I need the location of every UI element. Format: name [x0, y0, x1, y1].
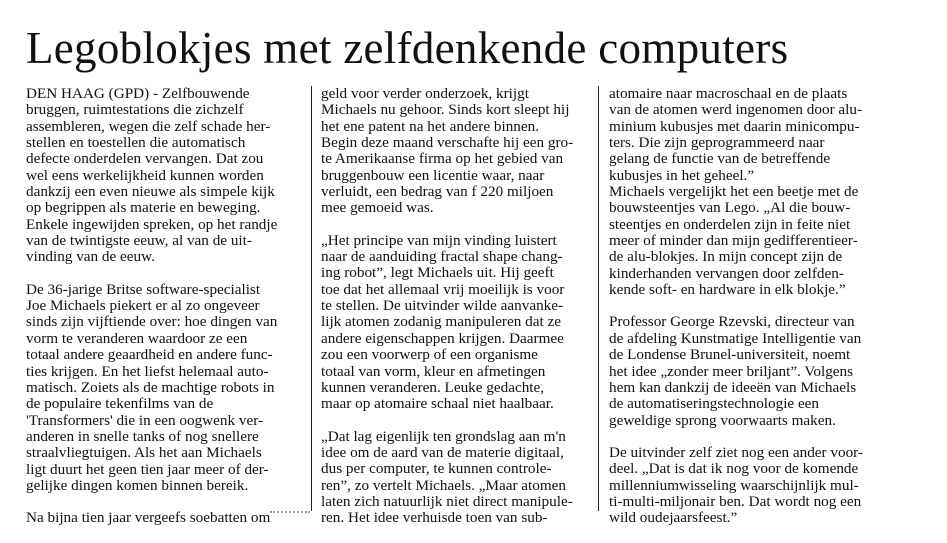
paragraph: geld voor verder onderzoek, krijgt Michaels nu gehoor. Sinds kort sleept hij het ene patent na het andere binnen. Begin deze maand verschafte hij een gro- te Amerikaanse firma op het gebied van bruggenbouw een licentie waar, naar verluidt, een bedrag van f 220 miljoen mee gemoeid was.	[321, 85, 574, 217]
paragraph: De uitvinder zelf ziet nog een ander voor- deel. „Dat is dat ik nog voor de komende millenniumwisseling waarschijnlijk mul- ti-multi-miljonair ben. Dat wordt nog een wild oudejaarsfeest.”	[609, 443, 863, 527]
paragraph: DEN HAAG (GPD) - Zelfbouwende bruggen, ruimtestations die zichzelf assembleren, wegen die zelf schade her- stellen en toestellen die automatisch defecte onderdelen vervangen. Dat zou wel eens werkelijkheid kunnen worden dankzij een even nieuwe als simpele kijk op begrippen als materie en beweging. Enkele ingewijden spreken, op het randje van de twintigste eeuw, al van de uit- vinding van de eeuw.	[26, 85, 278, 266]
article-column-1	[26, 86, 302, 527]
column-divider	[311, 86, 312, 511]
paragraph: Professor George Rzevski, directeur van de afdeling Kunstmatige Intelligentie van de Londense Brunel-universiteit, noemt het idee „zonder meer briljant”. Volgens hem kan dankzij de ideeën van Michaels de automatiseringstechnologie een geweldige sprong voorwaarts maken.	[609, 313, 862, 429]
article-column-2	[321, 86, 597, 527]
cut-off-text-fragment	[270, 511, 310, 517]
paragraph: atomaire naar macroschaal en de plaats van de atomen werd ingenomen door alu- minium kubusjes met daarin minicompu- ters. Die zijn geprogrammeerd naar gelang de functie van de betreffende kubusjes in het geheel.”	[609, 85, 863, 184]
column-divider	[598, 86, 599, 511]
article-column-3	[609, 86, 885, 527]
paragraph: „Dat lag eigenlijk ten grondslag aan m'n idee om de aard van de materie digitaal, dus per computer, te kunnen controle- ren”, zo vertelt Michaels. „Maar atomen laten zich natuurlijk niet direct manipule- ren. Het idee verhuisde toen van sub-	[321, 427, 573, 527]
paragraph: Michaels vergelijkt het een beetje met de bouwsteentjes van Lego. „Al die bouw- steentjes en onderdelen zijn in feite niet meer of minder dan mijn gedifferentieer- de alu-blokjes. In mijn concept zijn de kinderhanden vervangen door zelfden- kende soft- en hardware in elk blokje.”	[609, 183, 859, 299]
article-headline: Legoblokjes met zelfdenkende computers	[26, 23, 789, 73]
paragraph: „Het principe van mijn vinding luistert naar de aanduiding fractal shape chang- ing robot”, legt Michaels uit. Hij geeft toe dat het allemaal vrij moeilijk is voor te stellen. De uitvinder wilde aanvanke- lijk atomen zodanig manipuleren dat ze andere eigenschappen krijgen. Daarmee zou een voorwerp of een organisme totaal van vorm, kleur en afmetingen kunnen veranderen. Leuke gedachte, maar op atomaire schaal niet haalbaar.	[321, 231, 565, 413]
paragraph: De 36-jarige Britse software-specialist Joe Michaels piekert er al zo ongeveer sinds zijn vijftiende over: hoe dingen van vorm te veranderen waardoor ze een totaal andere geaardheid en andere func- ties krijgen. En het liefst helemaal auto- matisch. Zoiets als de machtige robots in de populaire tekenfilms van de 'Transformers' die in een oogwenk ver- anderen in snelle tanks of nog snellere straalvliegtuigen. Als het aan Michaels ligt duurt het geen tien jaar meer of der- gelijke dingen komen binnen bereik.	[26, 280, 278, 494]
paragraph: Na bijna tien jaar vergeefs soebatten om	[26, 509, 271, 527]
